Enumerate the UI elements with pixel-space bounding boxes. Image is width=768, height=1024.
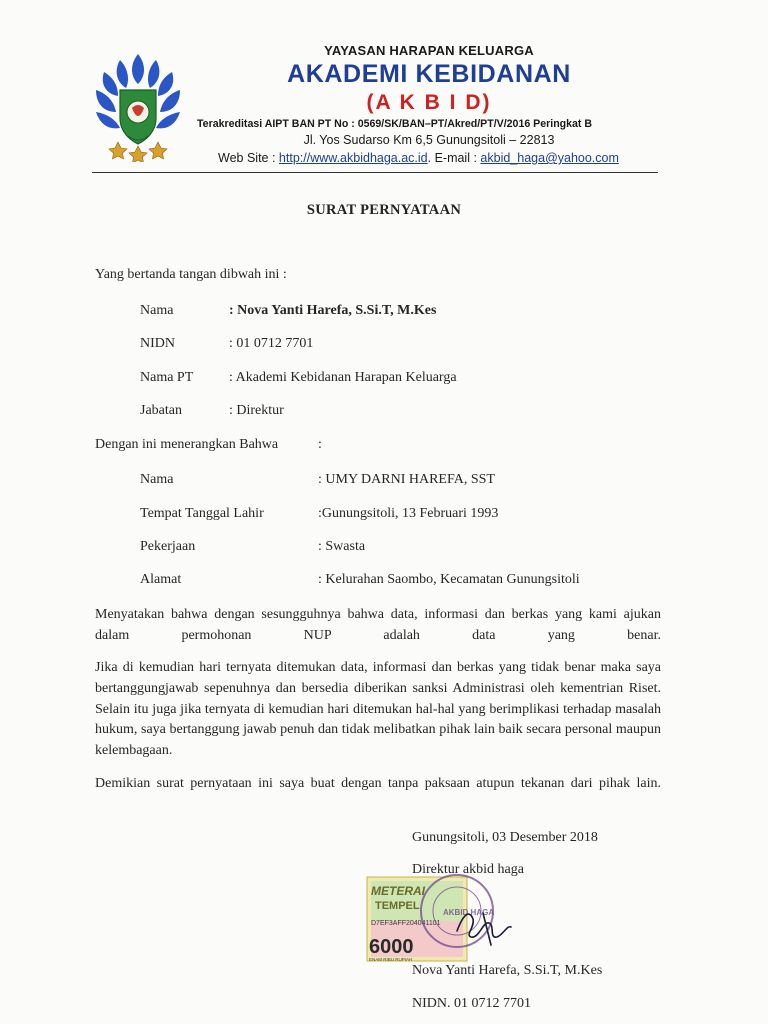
signer-name-closing: Nova Yanti Harefa, S.Si.T, M.Kes <box>412 963 603 978</box>
statement-paragraph-3: Demikian surat pernyataan ini saya buat dengan tanpa paksaan atupun tekanan dari pihak lain. <box>95 776 661 791</box>
academy-abbreviation: (A K B I D) <box>366 91 492 114</box>
stamp-meterai-text: METERAI <box>371 884 425 898</box>
accreditation-line: Terakreditasi AIPT BAN PT No : 0569/SK/BAN–PT/Akred/PT/V/2016 Peringkat B <box>197 118 593 130</box>
website-label: Web Site : <box>218 151 279 165</box>
stamp-denomination: ENAM RIBU RUPIAH <box>369 957 413 962</box>
address-line: Jl. Yos Sudarso Km 6,5 Gunungsitoli – 22813 <box>303 133 555 147</box>
subject-birth-value: :Gunungsitoli, 13 Februari 1993 <box>318 506 499 521</box>
subject-birth-label: Tempat Tanggal Lahir <box>140 506 264 521</box>
signer-position-closing: Direktur akbid haga <box>412 862 524 877</box>
foundation-name: YAYASAN HARAPAN KELUARGA <box>324 43 534 58</box>
subject-address-value: : Kelurahan Saombo, Kecamatan Gunungsitoli <box>318 572 580 587</box>
subject-occupation-label: Pekerjaan <box>140 539 196 554</box>
email-label: . E-mail : <box>427 151 481 165</box>
document-title: SURAT PERNYATAAN <box>306 202 462 218</box>
signer-position-label: Jabatan <box>140 403 182 418</box>
signer-nidn-value: : 01 0712 7701 <box>229 336 314 351</box>
declare-colon: : <box>318 437 322 452</box>
stamp-serial: D7EF3AFF204041101 <box>371 920 441 927</box>
intro-text: Yang bertanda tangan dibwah ini : <box>95 267 287 282</box>
subject-address-label: Alamat <box>140 572 182 587</box>
signer-position-value: : Direktur <box>229 403 284 418</box>
subject-name-label: Nama <box>140 472 174 487</box>
statement-paragraph-2: Jika di kemudian hari ternyata ditemukan data, informasi dan berkas yang tidak benar maka saya bertanggungjawab sepenuhnya dan bersedia diberikan sanksi Administrasi oleh kementrian Riset. Selain itu juga jika ternyata di kemudian hari ditemukan hal-hal yang berimplikasi terhadap masalah hukum, saya bertanggung jawab penuh dan tidak melibatkan pihak lain baik secara personal maupun kelembagaan. <box>95 660 661 759</box>
signer-institution-label: Nama PT <box>140 370 194 385</box>
contact-line <box>218 151 619 165</box>
revenue-stamp-and-signature <box>365 865 535 965</box>
stamp-tempel-text: TEMPEL <box>375 900 420 912</box>
signer-nidn-closing: NIDN. 01 0712 7701 <box>412 996 531 1011</box>
seal-text: AKBID HAGA <box>443 908 495 917</box>
declare-intro: Dengan ini menerangkan Bahwa <box>95 437 279 452</box>
signer-name-label: Nama <box>140 303 174 318</box>
place-date: Gunungsitoli, 03 Desember 2018 <box>412 830 598 845</box>
statement-paragraph-1: Menyatakan bahwa dengan sesungguhnya bahwa data, informasi dan berkas yang kami ajukan dalam permohonan NUP adalah data yang benar. <box>95 607 661 643</box>
signer-nidn-label: NIDN <box>140 336 175 351</box>
header-divider <box>92 172 658 173</box>
academy-name: AKADEMI KEBIDANAN <box>287 60 571 88</box>
website-link[interactable]: http://www.akbidhaga.ac.id <box>278 151 428 165</box>
subject-name-value: : UMY DARNI HAREFA, SST <box>318 472 495 487</box>
signer-institution-value: : Akademi Kebidanan Harapan Keluarga <box>229 370 457 385</box>
stamp-amount: 6000 <box>369 936 414 958</box>
email-link[interactable]: akbid_haga@yahoo.com <box>480 151 619 165</box>
subject-occupation-value: : Swasta <box>318 539 366 554</box>
signer-name-value: : Nova Yanti Harefa, S.Si.T, M.Kes <box>229 303 437 318</box>
